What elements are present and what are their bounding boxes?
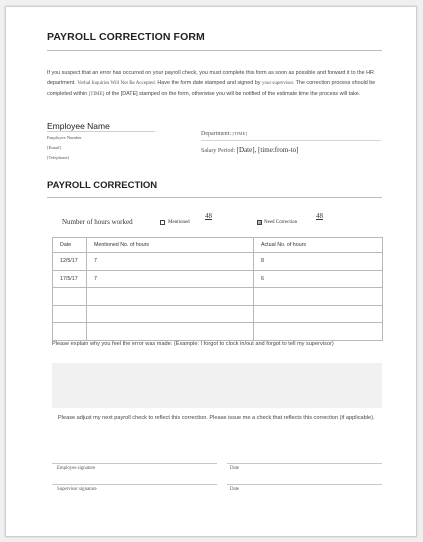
mentioned-label: Mentioned: [168, 220, 190, 225]
employee-date-label: Date: [230, 466, 240, 471]
supervisor-date-line[interactable]: [227, 484, 382, 485]
department-rule: [201, 140, 381, 141]
department-value: [TIME]: [232, 131, 247, 136]
date-cell[interactable]: [53, 305, 87, 323]
mentioned-hours-cell[interactable]: 7: [87, 253, 254, 271]
mentioned-checkbox[interactable]: [160, 220, 165, 225]
date-cell[interactable]: 17/5/17: [53, 270, 87, 288]
mentioned-hours-cell[interactable]: [87, 323, 254, 341]
intro-part-4: your supervisor.: [261, 81, 295, 86]
explain-prompt: Please explain why you feel the error was made: (Example: I forgot to clock in/out and forgot to tell my supervisor): [52, 341, 334, 347]
adjust-text: Please adjust my next payroll check to reflect this correction. Please issue me a check that reflects this correction (if applicable).: [58, 415, 375, 421]
mentioned-count: 48: [205, 212, 212, 220]
salary-period-value: [Date], [time:from-to]: [236, 146, 299, 154]
supervisor-date-label: Date: [230, 487, 240, 492]
need-correction-checkbox[interactable]: ☒: [258, 220, 263, 225]
department-field: [201, 131, 247, 137]
employee-email: [Email]: [47, 145, 62, 150]
col-header-date: Date: [53, 238, 87, 253]
need-correction-label: Need Correction: [264, 220, 298, 225]
col-header-mentioned: Mentioned No. of hours: [87, 238, 254, 253]
payroll-correction-heading: PAYROLL CORRECTION: [47, 180, 158, 191]
date-cell[interactable]: [53, 323, 87, 341]
table-row: [53, 253, 383, 271]
table-row: [53, 305, 383, 323]
employee-date-line[interactable]: [227, 463, 382, 464]
hours-worked-label: Number of hours worked: [62, 218, 133, 226]
salary-period-label: Salary Period:: [201, 148, 236, 154]
actual-hours-cell[interactable]: 8: [254, 253, 383, 271]
table-row: [53, 288, 383, 306]
mentioned-hours-cell[interactable]: [87, 288, 254, 306]
intro-part-5: The correction process should be completed within: [47, 80, 376, 97]
mentioned-hours-cell[interactable]: [87, 305, 254, 323]
actual-hours-cell[interactable]: [254, 305, 383, 323]
date-cell[interactable]: [53, 288, 87, 306]
actual-hours-cell[interactable]: [254, 288, 383, 306]
date-cell[interactable]: 12/5/17: [53, 253, 87, 271]
employee-name-heading: Employee Name: [47, 121, 110, 131]
explain-textarea[interactable]: [52, 363, 382, 408]
title-rule: [47, 50, 382, 51]
intro-part-7: of the [DATE] stamped on the form, otherwise you will be notified of the estimate time the process will take.: [105, 91, 361, 97]
need-correction-count: 48: [316, 212, 323, 220]
col-header-actual: Actual No. of hours: [254, 238, 383, 253]
mentioned-hours-cell[interactable]: 7: [87, 270, 254, 288]
employee-signature-line[interactable]: [52, 463, 217, 464]
actual-hours-cell[interactable]: [254, 323, 383, 341]
supervisor-signature-line[interactable]: [52, 484, 217, 485]
intro-text: [47, 68, 382, 100]
intro-part-6: [TIME]: [88, 92, 105, 97]
employee-rule: [47, 131, 155, 132]
salary-period-field: [201, 146, 298, 154]
intro-part-3: Have the form date stamped and signed by: [157, 80, 261, 86]
form-title: PAYROLL CORRECTION FORM: [47, 31, 205, 43]
section-rule: [47, 197, 382, 198]
employee-telephone: [Telephone]: [47, 155, 70, 160]
department-label: Department:: [201, 131, 231, 137]
hours-table: [52, 237, 383, 341]
table-row: [53, 323, 383, 341]
actual-hours-cell[interactable]: 6: [254, 270, 383, 288]
employee-number: Employee Number: [47, 135, 82, 140]
table-header-row: [53, 238, 383, 253]
table-row: [53, 270, 383, 288]
intro-part-1: If you suspect that an error has occurred on your payroll check, you must complete this form as soon as possible and forward it to the HR department.: [47, 70, 374, 86]
supervisor-signature-label: Supervisor signature: [57, 487, 97, 492]
form-page: [5, 6, 417, 537]
employee-signature-label: Employee signature: [57, 466, 96, 471]
intro-part-2: Verbal Inquiries Will Not Be Accepted.: [77, 81, 156, 86]
